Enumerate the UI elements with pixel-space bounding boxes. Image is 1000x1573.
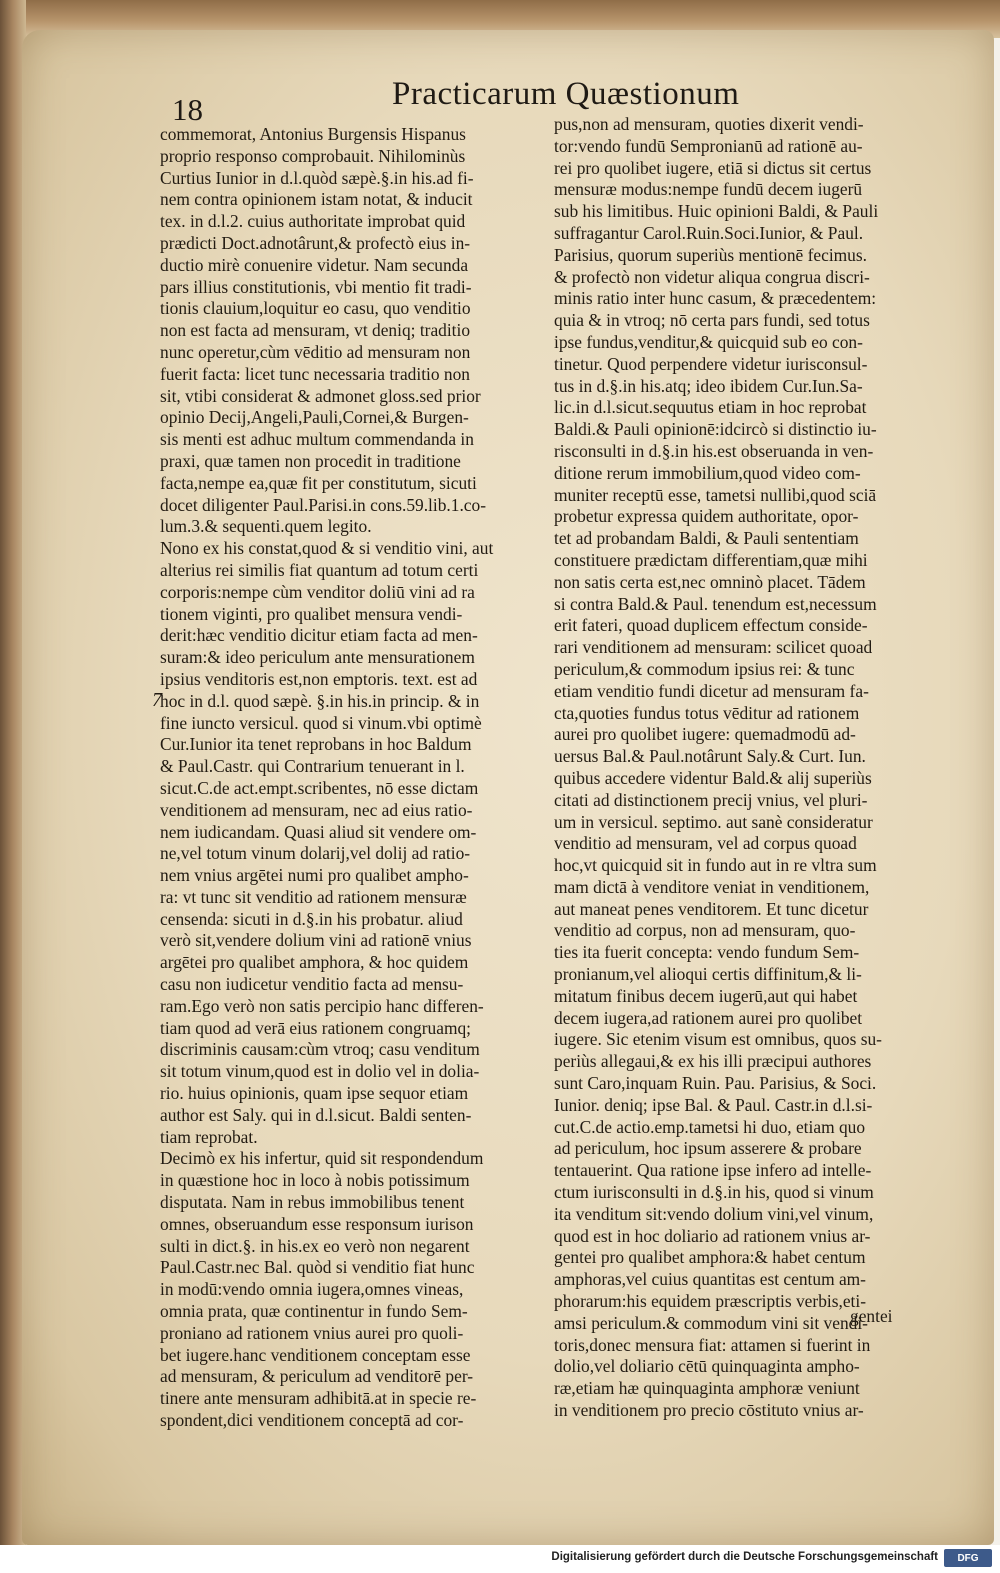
text-line: decem iugera,ad rationem aurei pro quolibet bbox=[554, 1007, 863, 1028]
text-line: um in versicul. septimo. aut sanè consideratur bbox=[554, 811, 873, 832]
text-line: Decimò ex his infertur, quid sit respondendum bbox=[160, 1148, 484, 1169]
text-line: erit fateri, quoad duplicem effectum conside- bbox=[554, 615, 868, 636]
text-line: in venditionem pro precio cōstituto vnius ar- bbox=[554, 1400, 864, 1421]
text-line: ipse fundus,venditur,& quicquid sub eo con- bbox=[554, 331, 863, 352]
text-line: uersus Bal.& Paul.notârunt Saly.& Curt. Iun. bbox=[554, 746, 866, 767]
text-line: argētei pro qualibet amphora, & hoc quidem bbox=[160, 952, 469, 973]
text-line: alterius rei similis fiat quantum ad totum certi bbox=[160, 559, 479, 580]
text-line: & profectò non videtur aliqua congrua discri- bbox=[554, 266, 870, 287]
text-line: ram.Ego verò non satis percipio hanc differen- bbox=[160, 995, 484, 1016]
text-line: bet iugere.hanc venditionem conceptam esse bbox=[160, 1344, 471, 1365]
marginal-note: 7 bbox=[152, 689, 162, 711]
text-line: non est facta ad mensuram, vt deniq; traditio bbox=[160, 320, 471, 341]
text-line: mam dictā à venditore veniat in venditionem, bbox=[554, 876, 870, 897]
text-line: ductio mirè conuenire videtur. Nam secunda bbox=[160, 254, 469, 275]
left-text-column bbox=[160, 124, 520, 1432]
text-line: Paul.Castr.nec Bal. quòd si venditio fiat hunc bbox=[160, 1257, 475, 1278]
text-line: toris,donec mensura fiat: attamen si fuerint in bbox=[554, 1334, 871, 1355]
text-line: venditio ad corpus, non ad mensuram, quo- bbox=[554, 920, 856, 941]
text-line: minis ratio inter hunc casum, & præcedentem: bbox=[554, 288, 877, 309]
text-line: ties ita fuerit concepta: vendo fundum Sem- bbox=[554, 942, 860, 963]
text-line: mitatum finibus decem iugerū,aut qui habet bbox=[554, 985, 858, 1006]
text-line: gentei pro qualibet amphora:& habet centum bbox=[554, 1247, 866, 1268]
text-line: tex. in d.l.2. cuius authoritate improbat quid bbox=[160, 211, 466, 232]
text-line: in modū:vendo omnia iugera,omnes vineas, bbox=[160, 1279, 464, 1300]
text-line: citati ad distinctionem precij vnius, vel pluri- bbox=[554, 789, 868, 810]
page-number: 18 bbox=[172, 92, 203, 127]
text-line: quia & in vtroq; nō certa pars fundi, sed totus bbox=[554, 310, 870, 331]
text-line: discriminis causam:cùm vtroq; casu venditum bbox=[160, 1039, 480, 1060]
text-line: verò sit,vendere dolium vini ad rationē vnius bbox=[160, 930, 472, 951]
text-line: ipsius venditoris est,non emptoris. text. est ad bbox=[160, 668, 478, 689]
text-line: spondent,dici venditionem conceptā ad cor- bbox=[160, 1410, 464, 1431]
footer-credit: Digitalisierung gefördert durch die Deutsche Forschungsgemeinschaft bbox=[551, 1551, 938, 1563]
text-line: ad mensuram, & periculum ad venditorē per- bbox=[160, 1366, 474, 1387]
text-line: rio. huius opinionis, quam ipse sequor etiam bbox=[160, 1083, 469, 1104]
text-line: non satis certa est,nec omninò placet. Tādem bbox=[554, 571, 866, 592]
text-line: omnia prata, quæ continentur in fundo Sem- bbox=[160, 1301, 468, 1322]
text-line: periculum,& commodum ipsius rei: & tunc bbox=[554, 658, 855, 679]
text-line: dolio,vel doliario cētū quinquaginta ampho- bbox=[554, 1356, 860, 1377]
text-line: rari venditionem ad mensuram: scilicet quoad bbox=[554, 637, 873, 658]
dfg-logo-icon: DFG bbox=[944, 1549, 992, 1567]
text-line: nunc operetur,cùm vēditio ad mensuram non bbox=[160, 341, 471, 362]
text-line: tor:vendo fundū Sempronianū ad rationē au- bbox=[554, 135, 863, 156]
text-line: tionem viginti, pro qualibet mensura vendi- bbox=[160, 603, 463, 624]
text-line: tinetur. Quod perpendere videtur iurisconsul- bbox=[554, 353, 868, 374]
text-line: etiam venditio fundi dicetur ad mensuram fa- bbox=[554, 680, 869, 701]
text-line: lic.in d.l.sicut.sequutus etiam in hoc reprobat bbox=[554, 397, 867, 418]
text-line: commemorat, Antonius Burgensis Hispanus bbox=[160, 124, 466, 144]
text-line: amsi periculum.& commodum vini sit vendi- bbox=[554, 1312, 868, 1333]
text-line: tiam reprobat. bbox=[160, 1126, 258, 1147]
text-line: corporis:nempe cùm venditor doliū vini ad ra bbox=[160, 581, 475, 602]
text-line: sicut.C.de act.empt.scribentes, nō esse dictam bbox=[160, 777, 479, 798]
text-line: author est Saly. qui in d.l.sicut. Baldi senten- bbox=[160, 1104, 472, 1125]
text-line: phorarum:his equidem præscriptis verbis,eti- bbox=[554, 1291, 867, 1312]
text-line: aut maneat penes venditorem. Et tunc dicetur bbox=[554, 898, 869, 919]
text-line: risconsulti in d.§.in his.est obseruanda in ven- bbox=[554, 440, 874, 461]
text-line: aurei pro quolibet iugere: quemadmodū ad- bbox=[554, 724, 856, 745]
text-line: pars illius constitutionis, vbi mentio fit tradi- bbox=[160, 276, 472, 297]
text-line: prædicti Doct.adnotârunt,& profectò eius in- bbox=[160, 232, 471, 253]
text-line: derit:hæc venditio dicitur etiam facta ad men- bbox=[160, 625, 478, 646]
text-line: censenda: sicuti in d.§.in his probatur. aliud bbox=[160, 908, 463, 929]
text-line: tiam quod ad verā eius rationem congruamq; bbox=[160, 1017, 472, 1038]
text-line: Baldi.& Pauli opinionē:idcircò si distinctio iu- bbox=[554, 419, 877, 440]
text-line: pronianum,vel alioqui certis diffinitum,& li- bbox=[554, 964, 862, 985]
text-line: in quæstione hoc in loco à nobis potissimum bbox=[160, 1170, 470, 1191]
text-line: sunt Caro,inquam Ruin. Pau. Parisius, & Soci. bbox=[554, 1073, 877, 1094]
text-line: nem contra opinionem istam notat, & inducit bbox=[160, 189, 473, 210]
text-line: proniano ad rationem vnius aurei pro quoli- bbox=[160, 1322, 464, 1343]
text-line: probetur expressa quidem authoritate, opor- bbox=[554, 506, 859, 527]
text-line: hoc,vt quicquid sit in fundo aut in re vltra sum bbox=[554, 855, 877, 876]
text-line: sub his limitibus. Huic opinioni Baldi, & Pauli bbox=[554, 201, 879, 222]
text-line: & Paul.Castr. qui Contrarium tenuerant in l. bbox=[160, 756, 465, 777]
text-line: cut.C.de actio.emp.tametsi hi duo, etiam quo bbox=[554, 1116, 866, 1137]
text-line: quod est in hoc doliario ad rationem vnius ar- bbox=[554, 1225, 871, 1246]
text-line: casu non iudicetur venditio facta ad mensu- bbox=[160, 974, 464, 995]
text-line: ctum iurisconsulti in d.§.in his, quod si vinum bbox=[554, 1182, 874, 1203]
text-line: pus,non ad mensuram, quoties dixerit vendi- bbox=[554, 114, 864, 134]
text-line: suram:& ideo periculum ante mensurationem bbox=[160, 647, 475, 668]
catchword: gentei bbox=[850, 1306, 893, 1326]
text-line: sulti in dict.§. in his.ex eo verò non negarent bbox=[160, 1235, 470, 1256]
text-line: tentauerint. Qua ratione ipse infero ad intelle- bbox=[554, 1160, 872, 1181]
text-line: opinio Decij,Angeli,Pauli,Cornei,& Burgen- bbox=[160, 407, 469, 428]
text-line: ad periculum, hoc ipsum asserere & probare bbox=[554, 1138, 862, 1159]
text-line: periùs allegaui,& ex his illi præcipui authores bbox=[554, 1051, 872, 1072]
text-line: fuerit facta: licet tunc necessaria traditio non bbox=[160, 363, 470, 384]
text-line: ræ,etiam hæ quinquaginta amphoræ veniunt bbox=[554, 1378, 860, 1399]
text-line: Parisius, quorum superiùs mentionē fecimus. bbox=[554, 244, 867, 265]
text-line: sit totum vinum,quod est in dolio vel in dolia- bbox=[160, 1061, 480, 1082]
text-line: iugere. Sic etenim visum est omnibus, quos su- bbox=[554, 1029, 882, 1050]
text-line: disputata. Nam in rebus immobilibus tenent bbox=[160, 1192, 465, 1213]
text-line: Nono ex his constat,quod & si venditio vini, aut bbox=[160, 538, 494, 559]
text-line: ditione rerum immobilium,quod video com- bbox=[554, 462, 861, 483]
text-line: hoc in d.l. quod sæpè. §.in his.in princip. & in bbox=[160, 690, 480, 711]
text-line: venditionem ad mensuram, nec ad eius ratio- bbox=[160, 799, 473, 820]
text-line: amphoras,vel cuius quantitas est centum am- bbox=[554, 1269, 866, 1290]
text-line: Cur.Iunior ita tenet reprobans in hoc Baldum bbox=[160, 734, 472, 755]
text-line: lum.3.& sequenti.quem legito. bbox=[160, 516, 372, 537]
text-line: muniter receptū esse, tametsi nullibi,quod sciā bbox=[554, 484, 877, 505]
running-title: Practicarum Quæstionum bbox=[392, 76, 740, 112]
text-line: nem iudicandam. Quasi aliud sit vendere om- bbox=[160, 821, 477, 842]
text-line: tet ad probandam Baldi, & Pauli sententiam bbox=[554, 528, 859, 549]
text-line: ne,vel totum vinum dolarij,vel dolij ad ratio- bbox=[160, 843, 471, 864]
text-line: venditio ad mensuram, vel ad corpus quoad bbox=[554, 833, 857, 854]
text-line: tionis clauium,loquitur eo casu, quo venditio bbox=[160, 298, 471, 319]
text-line: constituere prædictam differentiam,quæ mihi bbox=[554, 549, 868, 570]
text-line: Iunior. deniq; ipse Bal. & Paul. Castr.in d.l.si- bbox=[554, 1094, 873, 1115]
text-line: ra: vt tunc sit venditio ad rationem mensuræ bbox=[160, 886, 467, 907]
text-line: facta,nempe ea,quæ fit per constitutum, sicuti bbox=[160, 472, 477, 493]
text-line: proprio responso comprobauit. Nihilominùs bbox=[160, 145, 466, 166]
text-line: praxi, quæ tamen non procedit in traditione bbox=[160, 450, 461, 471]
text-line: nem vnius argētei numi pro qualibet ampho- bbox=[160, 865, 469, 886]
text-line: cta,quoties fundus totus vēditur ad rationem bbox=[554, 702, 860, 723]
text-line: omnes, obseruandum esse responsum iurison bbox=[160, 1213, 474, 1234]
text-line: fine iuncto versicul. quod si vinum.vbi optimè bbox=[160, 712, 482, 733]
text-line: mensuræ modus:nempe fundū decem iugerū bbox=[554, 179, 863, 200]
right-text-column bbox=[554, 114, 906, 1422]
text-line: rei pro quolibet iugere, etiā si dictus sit certus bbox=[554, 157, 872, 178]
text-line: Curtius Iunior in d.l.quòd sæpè.§.in his.ad fi- bbox=[160, 167, 474, 188]
text-line: tinere ante mensuram adhibitā.at in specie re- bbox=[160, 1388, 477, 1409]
text-line: sis menti est adhuc multum commendanda in bbox=[160, 429, 474, 450]
text-line: ita venditum sit:vendo dolium vini,vel vinum, bbox=[554, 1203, 874, 1224]
text-line: suffragantur Carol.Ruin.Soci.Iunior, & Paul. bbox=[554, 222, 864, 243]
text-line: sit, vtibi considerat & admonet gloss.sed prior bbox=[160, 385, 481, 406]
text-line: tus in d.§.in his.atq; ideo ibidem Cur.Iun.Sa- bbox=[554, 375, 863, 396]
text-line: si contra Bald.& Paul. tenendum est,necessum bbox=[554, 593, 877, 614]
text-line: docet diligenter Paul.Parisi.in cons.59.lib.1.co- bbox=[160, 494, 487, 515]
text-line: quibus accedere videntur Bald.& alij superiùs bbox=[554, 767, 872, 788]
